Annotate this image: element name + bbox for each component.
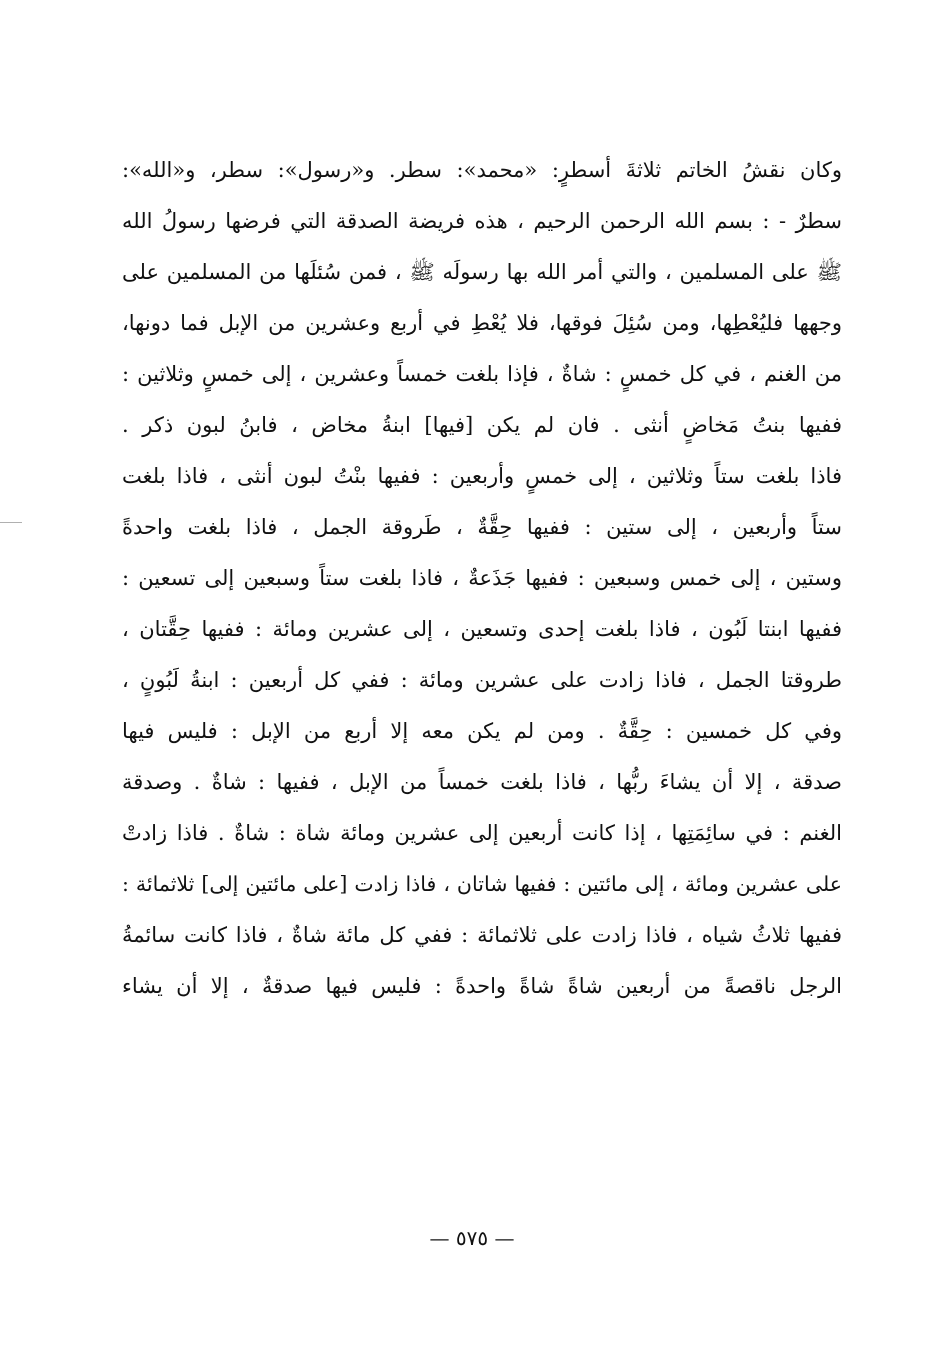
- text-line: وكان نقشُ الخاتم ثلاثةَ أسطرٍ: «محمد»: سطر. و«رسول»: سطر، و«الله»:: [122, 158, 842, 182]
- page-number: — ٥٧٥ —: [429, 1226, 515, 1250]
- text-line: ففيها ثلاثُ شياه ، فاذا زادت على ثلاثمائة : ففي كل مائة شاةٌ ، فاذا كانت سائمةُ: [122, 923, 842, 947]
- body-text: [122, 145, 842, 1012]
- text-line: ففيها بنتُ مَخاضٍ أنثى . فان لم يكن [فيها] ابنةُ مخاض ، فابنُ لبون ذكر .: [122, 413, 842, 437]
- text-line: وفي كل خمسين : حِقَّةٌ . ومن لم يكن معه إلا أربع من الإبل : فليس فيها: [122, 719, 842, 743]
- text-line: وجهها فليُعْطِها، ومن سُئِلَ فوقها، فلا يُعْطِ في أربع وعشرين من الإبل فما دونها،: [122, 311, 842, 335]
- text-line: على عشرين ومائة ، إلى مائتين : ففيها شاتان ، فاذا زادت [على مائتين إلى] ثلاثمائة :: [122, 872, 842, 896]
- text-line: الغنم : في سائِمَتِها ، إذا كانت أربعين إلى عشرين ومائة شاة : شاةٌ . فاذا زادتْ: [122, 821, 842, 845]
- margin-divider: [0, 522, 22, 523]
- text-line: صدقة ، إلا أن يشاءَ ربُّها ، فاذا بلغت خمساً من الإبل ، ففيها : شاةٌ . وصدقة: [122, 770, 842, 794]
- text-line: ستاً وأربعين ، إلى ستين : ففيها حِقَّةٌ ، طَروقة الجمل ، فاذا بلغت واحدةً: [122, 515, 842, 539]
- text-line: من الغنم ، في كل خمسٍ : شاةٌ ، فإذا بلغت خمساً وعشرين ، إلى خمسٍ وثلاثين :: [122, 362, 842, 386]
- text-line: ففيها ابنتا لَبُون ، فاذا بلغت إحدى وتسعين ، إلى عشرين ومائة : ففيها حِقَّتان ،: [122, 617, 842, 641]
- text-line: سطرٌ - : بسم الله الرحمن الرحيم ، هذه فريضة الصدقة التي فرضها رسولُ الله: [122, 209, 842, 233]
- text-line: وستين ، إلى خمس وسبعين : ففيها جَذَعةٌ ، فاذا بلغت ستاً وسبعين إلى تسعين :: [122, 566, 842, 590]
- text-line: فاذا بلغت ستاً وثلاثين ، إلى خمسٍ وأربعين : ففيها بنْتُ لبون أنثى ، فاذا بلغت: [122, 464, 842, 488]
- text-line: الرجل ناقصةً من أربعين شاةً شاةً واحدةً : فليس فيها صدقةٌ ، إلا أن يشاء: [122, 974, 842, 998]
- text-line: ﷺ على المسلمين ، والتي أمر الله بها رسولَه ﷺ ، فمن سُئلَها من المسلمين على: [122, 260, 842, 284]
- text-line: طروقتا الجمل ، فاذا زادت على عشرين ومائة : ففي كل أربعين : ابنةُ لَبُونٍ ،: [122, 668, 842, 692]
